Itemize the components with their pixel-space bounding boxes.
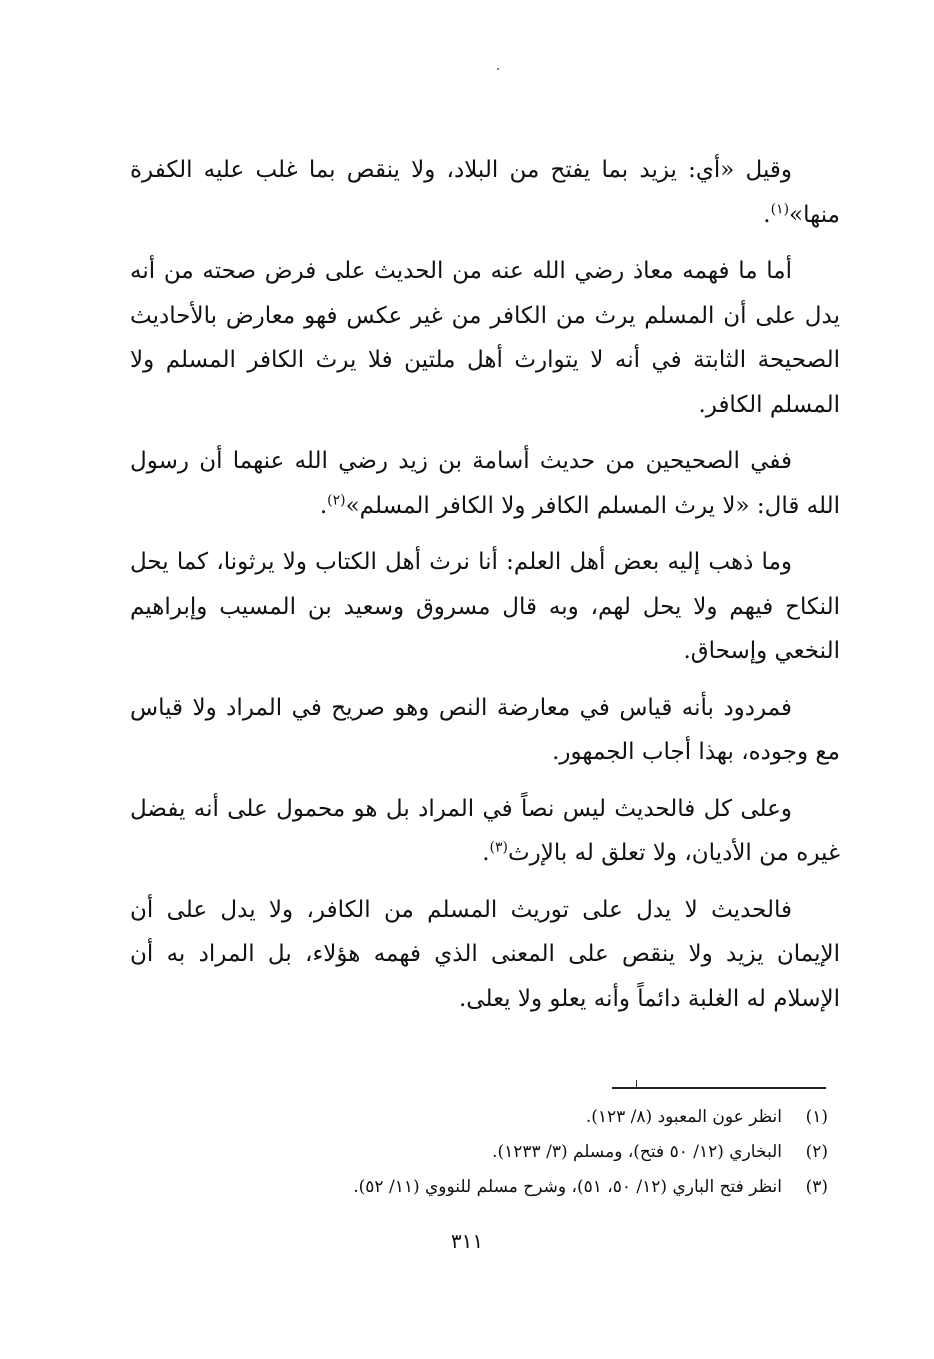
paragraph-tail: . [319, 492, 328, 519]
paragraph-2 [130, 249, 840, 427]
paragraph-text: ففي الصحيحين من حديث أسامة بن زيد رضي الله عنهما أن رسول الله قال: «لا يرث المسلم الكافر ولا الكافر المسلم» [130, 448, 840, 519]
paragraph-7 [130, 888, 840, 1022]
footnote-ref-3: (٣) [489, 839, 508, 856]
footnote-ref-1: (١) [770, 200, 790, 217]
footnote-separator-tick [636, 1080, 637, 1088]
paragraph-text: أما ما فهمه معاذ رضي الله عنه من الحديث على فرض صحته من أنه يدل على أن المسلم يرث من الكافر من غير عكس فهو معارض بالأحاديث الصحيحة الثابتة في أنه لا يتوارث أهل ملتين فلا يرث الكافر المسلم ولا المسلم الكافر. [130, 258, 840, 418]
paragraph-text: فمردود بأنه قياس في معارضة النص وهو صريح في المراد ولا قياس مع وجوده، بهذا أجاب الجمهور. [130, 694, 840, 765]
paragraph-5 [130, 686, 840, 775]
footnote-number: (٣) [805, 1177, 828, 1197]
paragraph-text: فالحديث لا يدل على توريث المسلم من الكافر، ولا يدل على أن الإيمان يزيد ولا ينقص على المعنى الذي فهمه هؤلاء، بل المراد به أن الإسلام له الغلبة دائماً وأنه يعلو ولا يعلى. [130, 896, 840, 1012]
footnote-2 [130, 1135, 828, 1170]
footnote-3 [130, 1170, 828, 1205]
paragraph-text: وقيل «أي: يزيد بما يفتح من البلاد، ولا ينقص بما غلب عليه الكفرة منها» [130, 157, 840, 228]
footnote-text: انظر فتح الباري (١٢/ ٥٠، ٥١)، وشرح مسلم للنووي (١١/ ٥٢). [353, 1177, 782, 1197]
main-text [130, 148, 840, 1033]
footnote-ref-2: (٢) [327, 491, 346, 508]
paragraph-tail: . [763, 201, 771, 228]
footnote-text: انظر عون المعبود (٨/ ١٢٣). [585, 1107, 782, 1127]
footnote-1 [130, 1100, 828, 1135]
footnote-number: (١) [805, 1107, 828, 1127]
footnote-separator [612, 1087, 826, 1089]
footnote-text: البخاري (١٢/ ٥٠ فتح)، ومسلم (٣/ ١٢٣٣). [492, 1142, 782, 1162]
paragraph-1 [130, 148, 840, 237]
paragraph-4 [130, 540, 840, 674]
footnotes [130, 1100, 828, 1205]
footnote-number: (٢) [805, 1142, 828, 1162]
paragraph-tail: . [482, 840, 490, 866]
paragraph-text: وما ذهب إليه بعض أهل العلم: أنا نرث أهل الكتاب ولا يرثونا، كما يحل النكاح فيهم ولا يحل لهم، وبه قال مسروق وسعيد بن المسيب وإبراهيم النخعي وإسحاق. [130, 549, 840, 664]
top-dot-mark [497, 68, 499, 70]
paragraph-3 [130, 439, 840, 528]
page-number: ٣١١ [450, 1229, 484, 1253]
paragraph-text: وعلى كل فالحديث ليس نصاً في المراد بل هو محمول على أنه يفضل غيره من الأديان، ولا تعلق له بالإرث [130, 795, 840, 866]
paragraph-6 [130, 787, 840, 876]
